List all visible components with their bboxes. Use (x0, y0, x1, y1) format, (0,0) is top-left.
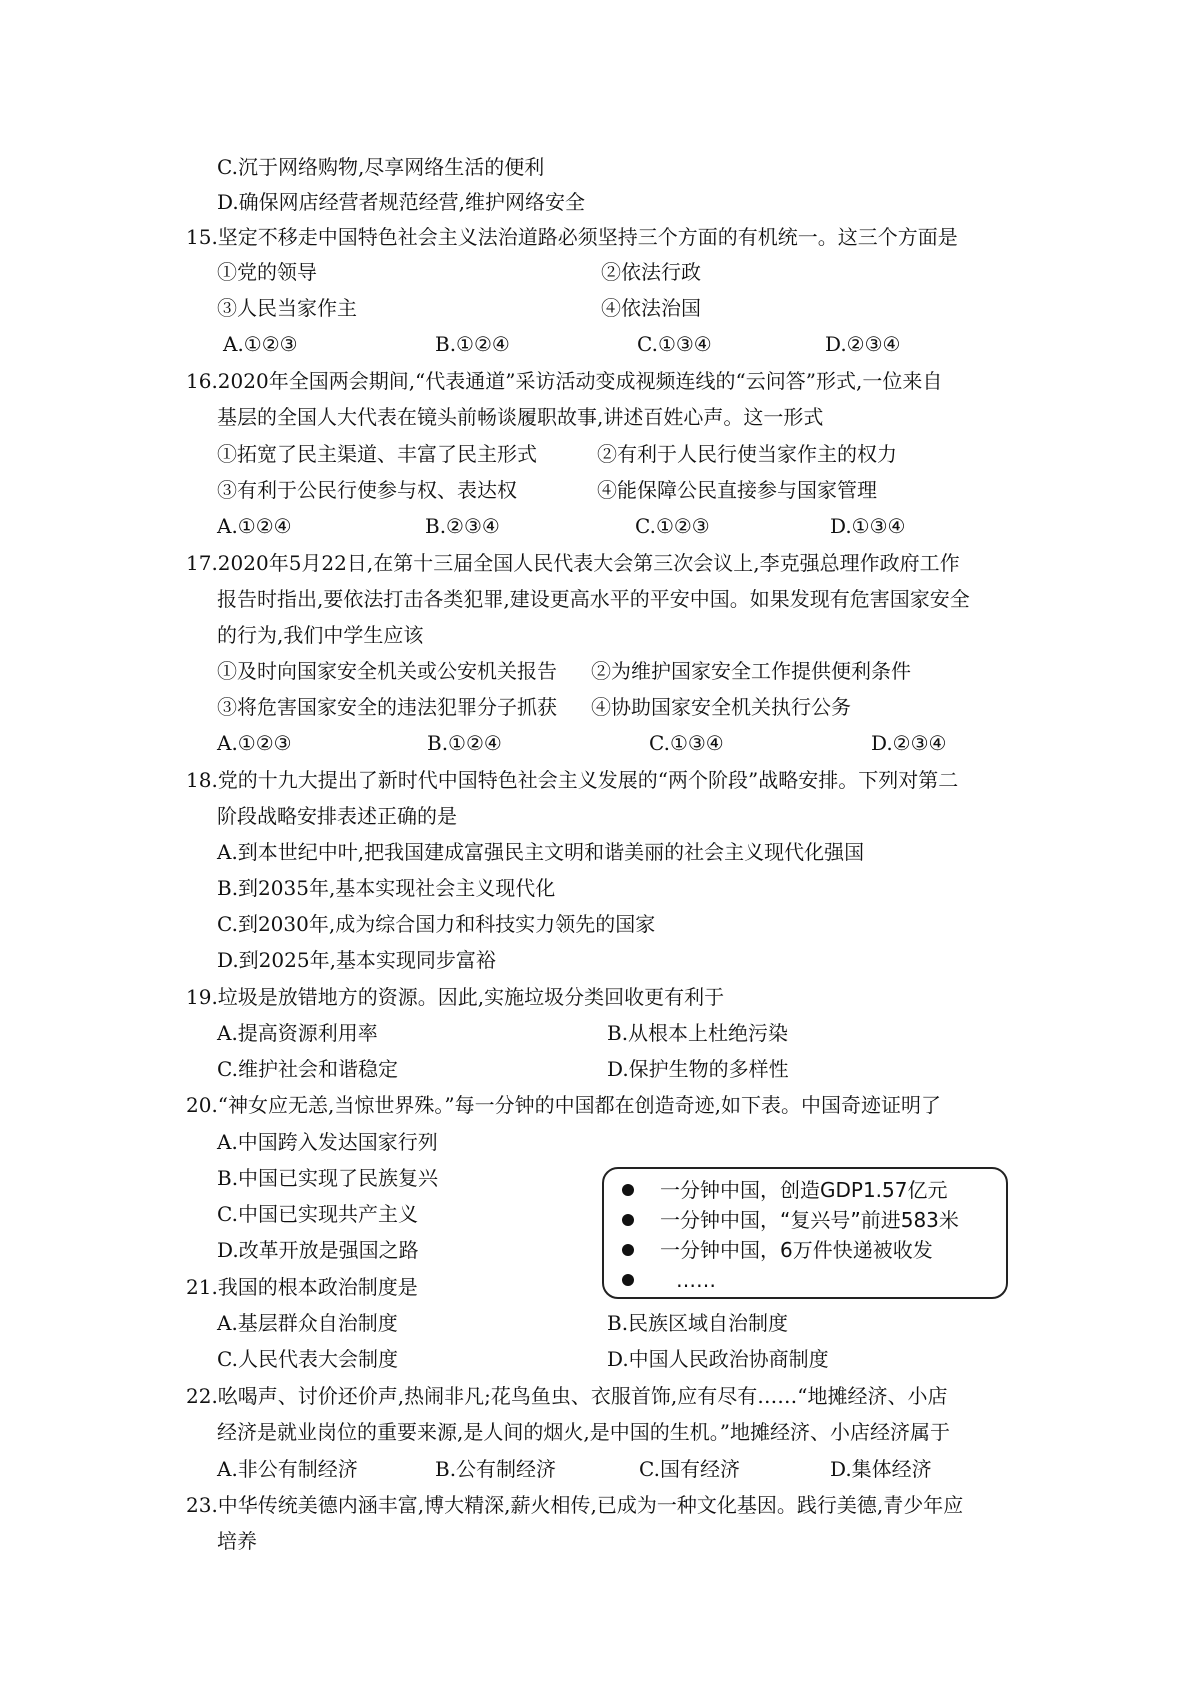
q17-choice-d: D.②③④ (871, 731, 947, 755)
q16-choice-a: A.①②④ (217, 514, 292, 538)
q17-items-row1 (217, 657, 1177, 685)
q21-choice-a: A.基层群众自治制度 (217, 1311, 398, 1335)
q16-choice-b: B.②③④ (425, 514, 500, 538)
q15-choice-a: A.①②③ (223, 332, 298, 356)
q16-choice-c: C.①②③ (635, 514, 710, 538)
q17-stem-line2: 报告时指出,要依法打击各类犯罪,建设更高水平的平安中国。如果发现有危害国家安全 (217, 587, 970, 611)
q21-choices-row1 (217, 1309, 1177, 1337)
q16-item-4: ④能保障公民直接参与国家管理 (597, 478, 877, 502)
q15-item-3: ③人民当家作主 (217, 296, 357, 320)
q23-stem-line2: 培养 (217, 1529, 257, 1553)
q15-items-row1 (217, 258, 1177, 286)
q19-choice-d: D.保护生物的多样性 (607, 1057, 789, 1081)
q19-choices-row2 (217, 1055, 1177, 1083)
q20-choice-d: D.改革开放是强国之路 (217, 1238, 419, 1262)
q18-option-d: D.到2025年,基本实现同步富裕 (217, 948, 496, 972)
q21-choices-row2 (217, 1345, 1177, 1373)
q22-stem-line2: 经济是就业岗位的重要来源,是人间的烟火,是中国的生机。”地摊经济、小店经济属于 (217, 1420, 950, 1444)
box-text-4: …… (676, 1268, 716, 1292)
q17-choices (217, 729, 1177, 757)
q17-item-4: ④协助国家安全机关执行公务 (591, 695, 851, 719)
q21-choice-c: C.人民代表大会制度 (217, 1347, 398, 1371)
q16-choices (217, 512, 1177, 540)
q22-stem-line1: 22.吆喝声、讨价还价声,热闹非凡;花鸟鱼虫、衣服首饰,应有尽有……“地摊经济、小店 (186, 1384, 948, 1408)
q18-option-b: B.到2035年,基本实现社会主义现代化 (217, 876, 556, 900)
q19-choice-a: A.提高资源利用率 (217, 1021, 378, 1045)
q20-stem: 20.“神女应无恙,当惊世界殊。”每一分钟的中国都在创造奇迹,如下表。中国奇迹证明了 (186, 1093, 941, 1117)
china-minute-box (602, 1167, 1008, 1299)
q15-item-4: ④依法治国 (601, 296, 701, 320)
bullet-icon (622, 1244, 634, 1256)
q19-choices-row1 (217, 1019, 1177, 1047)
q20-choice-a: A.中国跨入发达国家行列 (217, 1130, 438, 1154)
q19-choice-b: B.从根本上杜绝污染 (607, 1021, 789, 1045)
q20-choice-c: C.中国已实现共产主义 (217, 1202, 418, 1226)
q16-item-2: ②有利于人民行使当家作主的权力 (597, 442, 897, 466)
bullet-icon (622, 1214, 634, 1226)
q17-item-2: ②为维护国家安全工作提供便利条件 (591, 659, 911, 683)
q20-choice-b: B.中国已实现了民族复兴 (217, 1166, 439, 1190)
q14-option-d: D.确保网店经营者规范经营,维护网络安全 (217, 190, 586, 214)
box-text-2: 一分钟中国，“复兴号”前进583米 (660, 1208, 959, 1232)
box-text-3: 一分钟中国，6万件快递被收发 (660, 1238, 933, 1262)
q18-stem-line2: 阶段战略安排表述正确的是 (217, 804, 457, 828)
q16-stem-line1: 16.2020年全国两会期间,“代表通道”采访活动变成视频连线的“云问答”形式,一位来自 (186, 369, 943, 393)
q15-choice-b: B.①②④ (435, 332, 510, 356)
q16-choice-d: D.①③④ (830, 514, 906, 538)
q17-stem-line3: 的行为,我们中学生应该 (217, 623, 424, 647)
q22-choice-d: D.集体经济 (830, 1457, 932, 1481)
q15-choice-d: D.②③④ (825, 332, 901, 356)
q22-choices (217, 1455, 1177, 1483)
q22-choice-c: C.国有经济 (639, 1457, 740, 1481)
q16-stem-line2: 基层的全国人大代表在镜头前畅谈履职故事,讲述百姓心声。这一形式 (217, 405, 824, 429)
q18-option-a: A.到本世纪中叶,把我国建成富强民主文明和谐美丽的社会主义现代化强国 (217, 840, 865, 864)
q17-choice-b: B.①②④ (427, 731, 502, 755)
q21-stem: 21.我国的根本政治制度是 (186, 1275, 418, 1299)
q15-item-1: ①党的领导 (217, 260, 317, 284)
q23-stem-line1: 23.中华传统美德内涵丰富,博大精深,薪火相传,已成为一种文化基因。践行美德,青少年应 (186, 1493, 964, 1517)
q17-items-row2 (217, 693, 1177, 721)
q17-item-3: ③将危害国家安全的违法犯罪分子抓获 (217, 695, 557, 719)
q14-option-c: C.沉于网络购物,尽享网络生活的便利 (217, 155, 545, 179)
q19-choice-c: C.维护社会和谐稳定 (217, 1057, 398, 1081)
q17-choice-c: C.①③④ (649, 731, 724, 755)
q16-items-row2 (217, 476, 1177, 504)
q21-choice-b: B.民族区域自治制度 (607, 1311, 789, 1335)
q17-choice-a: A.①②③ (217, 731, 292, 755)
q16-items-row1 (217, 440, 1177, 468)
q18-option-c: C.到2030年,成为综合国力和科技实力领先的国家 (217, 912, 656, 936)
q15-choices (223, 330, 1183, 358)
bullet-icon (622, 1184, 634, 1196)
q18-stem-line1: 18.党的十九大提出了新时代中国特色社会主义发展的“两个阶段”战略安排。下列对第二 (186, 768, 959, 792)
q15-stem: 15.坚定不移走中国特色社会主义法治道路必须坚持三个方面的有机统一。这三个方面是 (186, 225, 958, 249)
q15-items-row2 (217, 294, 1177, 322)
q15-item-2: ②依法行政 (601, 260, 701, 284)
q16-item-3: ③有利于公民行使参与权、表达权 (217, 478, 517, 502)
q16-item-1: ①拓宽了民主渠道、丰富了民主形式 (217, 442, 537, 466)
q22-choice-a: A.非公有制经济 (217, 1457, 358, 1481)
q17-stem-line1: 17.2020年5月22日,在第十三届全国人民代表大会第三次会议上,李克强总理作政府工作 (186, 551, 960, 575)
q19-stem: 19.垃圾是放错地方的资源。因此,实施垃圾分类回收更有利于 (186, 985, 725, 1009)
q21-choice-d: D.中国人民政治协商制度 (607, 1347, 829, 1371)
box-text-1: 一分钟中国，创造GDP1.57亿元 (660, 1178, 948, 1202)
q22-choice-b: B.公有制经济 (435, 1457, 557, 1481)
q15-choice-c: C.①③④ (637, 332, 712, 356)
q17-item-1: ①及时向国家安全机关或公安机关报告 (217, 659, 557, 683)
bullet-icon (622, 1274, 634, 1286)
